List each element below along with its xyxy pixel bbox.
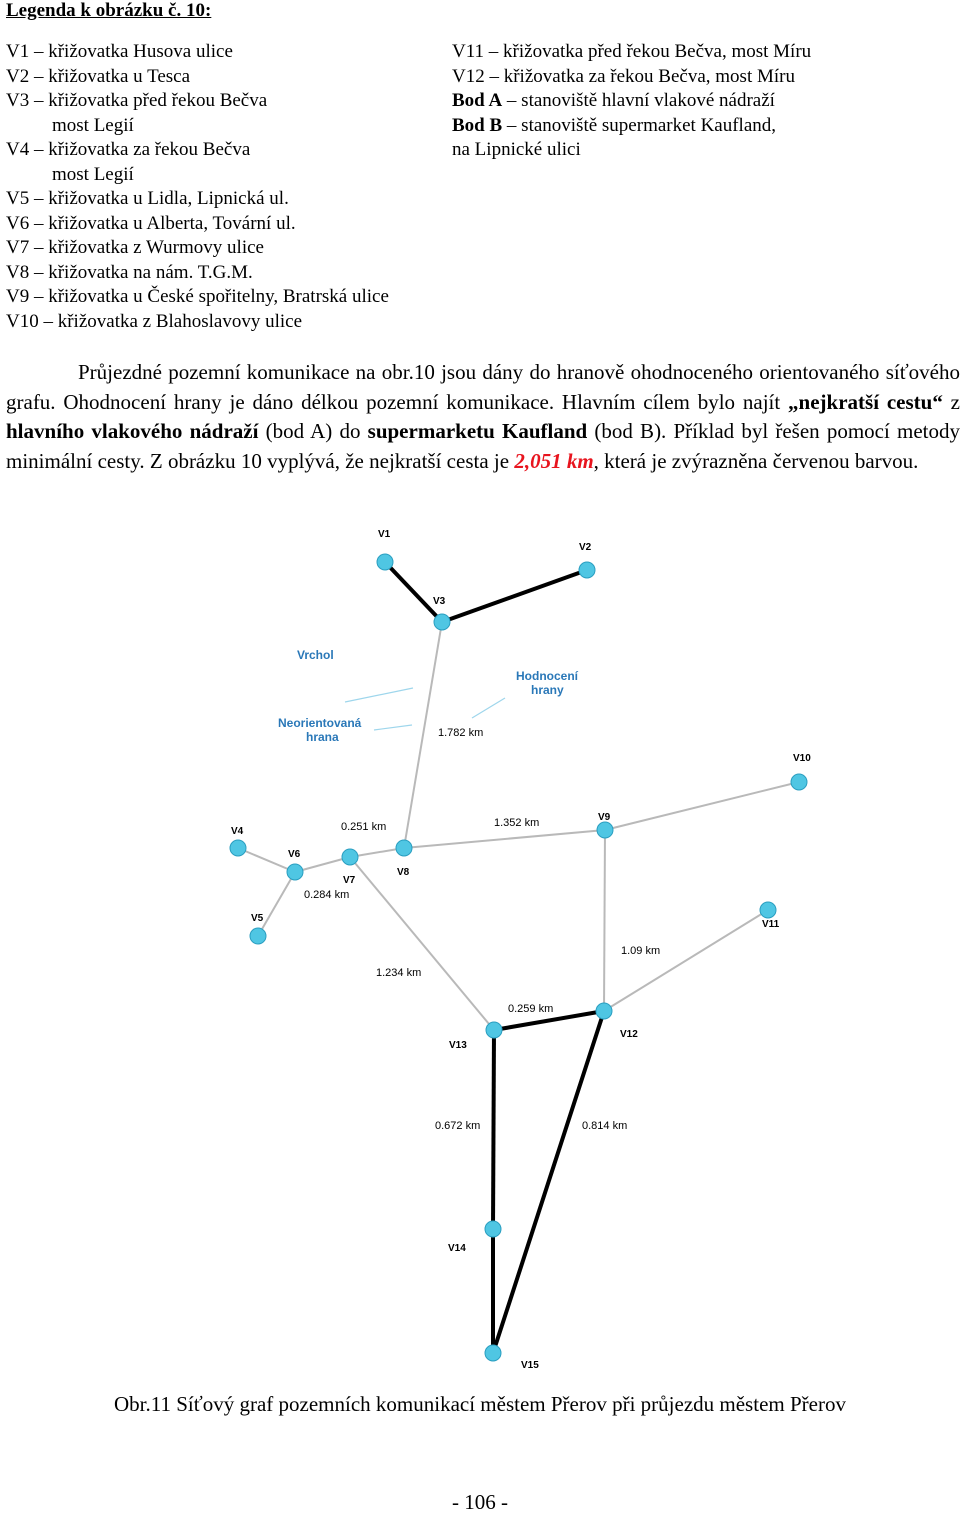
node-label: V7 <box>343 875 356 886</box>
graph-edge <box>295 857 350 872</box>
annotation-arrow <box>472 698 505 718</box>
graph-node <box>760 902 776 918</box>
graph-node <box>377 554 393 570</box>
graph-node <box>579 562 595 578</box>
legend-item: V8 – křižovatka na nám. T.G.M. <box>6 261 253 283</box>
shortest-path-length: 2,051 km <box>514 448 594 473</box>
legend-item: Bod A – stanoviště hlavní vlakové nádraží <box>452 90 775 111</box>
graph-edge <box>404 622 442 848</box>
graph-edge <box>350 857 494 1030</box>
annotation-arrow <box>345 688 413 702</box>
graph-node <box>396 840 412 856</box>
graph-node <box>486 1022 502 1038</box>
graph-edge <box>238 848 295 872</box>
graph-edge <box>604 910 768 1011</box>
graph-node <box>485 1345 501 1361</box>
network-graph <box>0 520 960 1390</box>
graph-edge <box>442 570 587 622</box>
node-label: V6 <box>288 849 301 860</box>
graph-edge <box>605 782 799 830</box>
edge-weight-label: 0.672 km <box>435 1120 481 1132</box>
legend-item: V3 – křižovatka před řekou Bečva <box>6 90 268 111</box>
graph-edge <box>493 1030 494 1229</box>
legend-item-continuation: most Legií <box>52 114 134 136</box>
node-label: V15 <box>521 1360 539 1371</box>
annotation-edge-weight: hrany <box>531 683 564 697</box>
node-label: V4 <box>231 826 244 837</box>
node-label: V5 <box>251 913 264 924</box>
annotation-edge-weight: Hodnocení <box>516 669 578 683</box>
legend-item-continuation: most Legií <box>52 163 134 185</box>
edge-weight-label: 0.259 km <box>508 1003 554 1015</box>
node-label: V10 <box>793 753 811 764</box>
body-paragraph: Průjezdné pozemní komunikace na obr.10 jsou dány do hranově ohodnoceného orientovaného síťového grafu. Ohodnocení hrany je dáno délkou pozemní komunikace. Hlavním cílem bylo najít „nejkratší cestu“ z hlavního vlakového nádraží (bod A) do supermarketu Kaufland (bod B). Příklad byl řešen pomocí metody minimální cesty. Z obrázku 10 vyplývá, že nejkratší cesta je 2,051 km, která je zvýrazněna červenou barvou. <box>6 360 960 473</box>
legend-item: V4 – křižovatka za řekou Bečva <box>6 139 251 160</box>
legend-item: V11 – křižovatka před řekou Bečva, most Míru <box>452 41 812 62</box>
legend-item: V5 – křižovatka u Lidla, Lipnická ul. <box>6 188 289 209</box>
graph-edge <box>604 830 605 1011</box>
legend-heading: Legenda k obrázku č. 10: <box>6 0 212 21</box>
legend-left-column <box>6 40 446 334</box>
graph-node <box>597 822 613 838</box>
graph-node <box>287 864 303 880</box>
annotation-vertex: Vrchol <box>297 648 334 662</box>
edge-weight-label: 1.09 km <box>621 945 661 957</box>
node-label: V1 <box>378 529 391 540</box>
edge-weight-label: 0.251 km <box>341 821 387 833</box>
edge-weight-label: 1.782 km <box>438 727 484 739</box>
graph-edge <box>258 872 295 936</box>
legend-right-column <box>452 40 952 163</box>
legend-item: V9 – křižovatka u České spořitelny, Bratrská ulice <box>6 286 389 307</box>
annotation-undirected-edge: hrana <box>306 730 339 744</box>
edge-weight-label: 1.234 km <box>376 967 422 979</box>
figure-caption: Obr.11 Síťový graf pozemních komunikací městem Přerov při průjezdu městem Přerov <box>114 1392 846 1416</box>
graph-node <box>791 774 807 790</box>
legend-item: V10 – křižovatka z Blahoslavovy ulice <box>6 310 303 332</box>
graph-edge <box>385 562 442 622</box>
legend-item-continuation: na Lipnické ulici <box>452 139 581 160</box>
node-label: V12 <box>620 1029 638 1040</box>
annotation-arrow <box>374 725 412 730</box>
graph-node <box>485 1221 501 1237</box>
graph-edge <box>493 1011 604 1353</box>
node-label: V2 <box>579 542 592 553</box>
graph-node <box>342 849 358 865</box>
annotation-undirected-edge: Neorientovaná <box>278 716 362 730</box>
graph-edge <box>404 830 605 848</box>
node-label: V9 <box>598 812 611 823</box>
legend-item: V1 – křižovatka Husova ulice <box>6 41 233 62</box>
page-number: - 106 - <box>452 1490 508 1514</box>
edge-weight-label: 1.352 km <box>494 817 540 829</box>
graph-node <box>434 614 450 630</box>
legend-item: V2 – křižovatka u Tesca <box>6 65 191 87</box>
node-label: V11 <box>762 919 780 930</box>
graph-node <box>250 928 266 944</box>
node-label: V14 <box>448 1243 466 1254</box>
node-label: V13 <box>449 1040 467 1051</box>
legend-item: V12 – křižovatka za řekou Bečva, most Míru <box>452 65 795 87</box>
legend-item: Bod B – stanoviště supermarket Kaufland, <box>452 114 777 136</box>
node-label: V3 <box>433 596 446 607</box>
node-label: V8 <box>397 867 410 878</box>
graph-node <box>230 840 246 856</box>
legend-item: V7 – křižovatka z Wurmovy ulice <box>6 237 264 258</box>
legend-item: V6 – křižovatka u Alberta, Tovární ul. <box>6 212 296 234</box>
edge-weight-label: 0.814 km <box>582 1120 628 1132</box>
graph-node <box>596 1003 612 1019</box>
edge-weight-label: 0.284 km <box>304 889 350 901</box>
